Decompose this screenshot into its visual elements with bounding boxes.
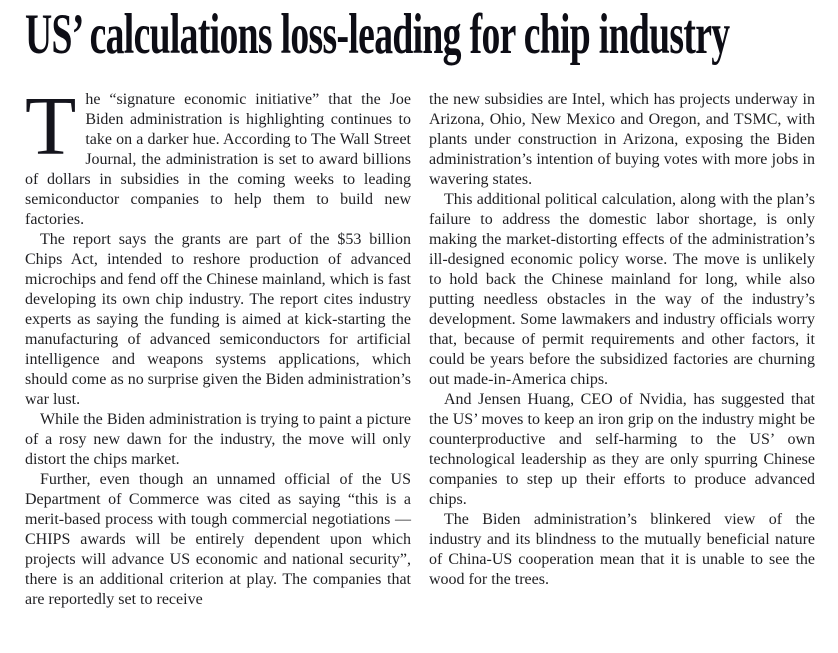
paragraph: This additional political calculation, along with the plan’s failure to address the domestic labor shortage, is only making the market-distorting effects of the administration’s ill-designed economic policy worse. The move is unlikely to hold back the Chinese mainland for long, while also putting needless obstacles in the way of the industry’s development. Some lawmakers and industry officials worry that, because of permit requirements and other factors, it could be years before the subsidized factories are churning out made-in-America chips. [429, 191, 815, 388]
paragraph: While the Biden administration is trying to paint a picture of a rosy new dawn for the industry, the move will only distort the chips market. [25, 411, 411, 468]
paragraph [25, 80, 411, 230]
drop-cap: T [25, 80, 77, 173]
paragraph: And Jensen Huang, CEO of Nvidia, has suggested that the US’ moves to keep an iron grip on the industry might be counterproductive and self-harming to the US’ own technological leadership as they are only spurring Chinese companies to step up their efforts to produce advanced chips. [429, 391, 815, 508]
paragraph: The Biden administration’s blinkered view of the industry and its blindness to the mutually beneficial nature of China-US cooperation mean that it is unable to see the wood for the trees. [429, 511, 815, 588]
paragraph: The report says the grants are part of the $53 billion Chips Act, intended to reshore production of advanced microchips and fend off the Chinese mainland, which is fast developing its own chip industry. The report cites industry experts as saying the funding is aimed at kick-starting the manufacturing of advanced semiconductors for artificial intelligence and weapons systems applications, which should come as no surprise given the Biden administration’s war lust. [25, 231, 411, 408]
paragraph: the new subsidies are Intel, which has projects underway in Arizona, Ohio, New Mexico and Oregon, and TSMC, with plants under construction in Arizona, exposing the Biden administration’s intention of buying votes with more jobs in wavering states. [429, 91, 815, 188]
paragraph: Further, even though an unnamed official of the US Department of Commerce was cited as saying “this is a merit-based process with tough commercial negotiations — CHIPS awards will be entirely dependent upon which projects will advance US economic and national security”, there is an additional criterion at play. The companies that are reportedly set to receive [25, 471, 411, 608]
paragraph-text: he “signature economic initiative” that the Joe Biden administration is highlighting continues to take on a darker hue. According to The Wall Street Journal, the administration is set to award billions of dollars in subsidies in the coming weeks to leading semiconductor companies to help them to build new factories. [25, 91, 411, 228]
column-left [25, 80, 411, 610]
column-right [429, 90, 815, 610]
article-body [25, 80, 815, 610]
article-headline: US’ calculations loss-leading for chip industry [25, 3, 730, 66]
